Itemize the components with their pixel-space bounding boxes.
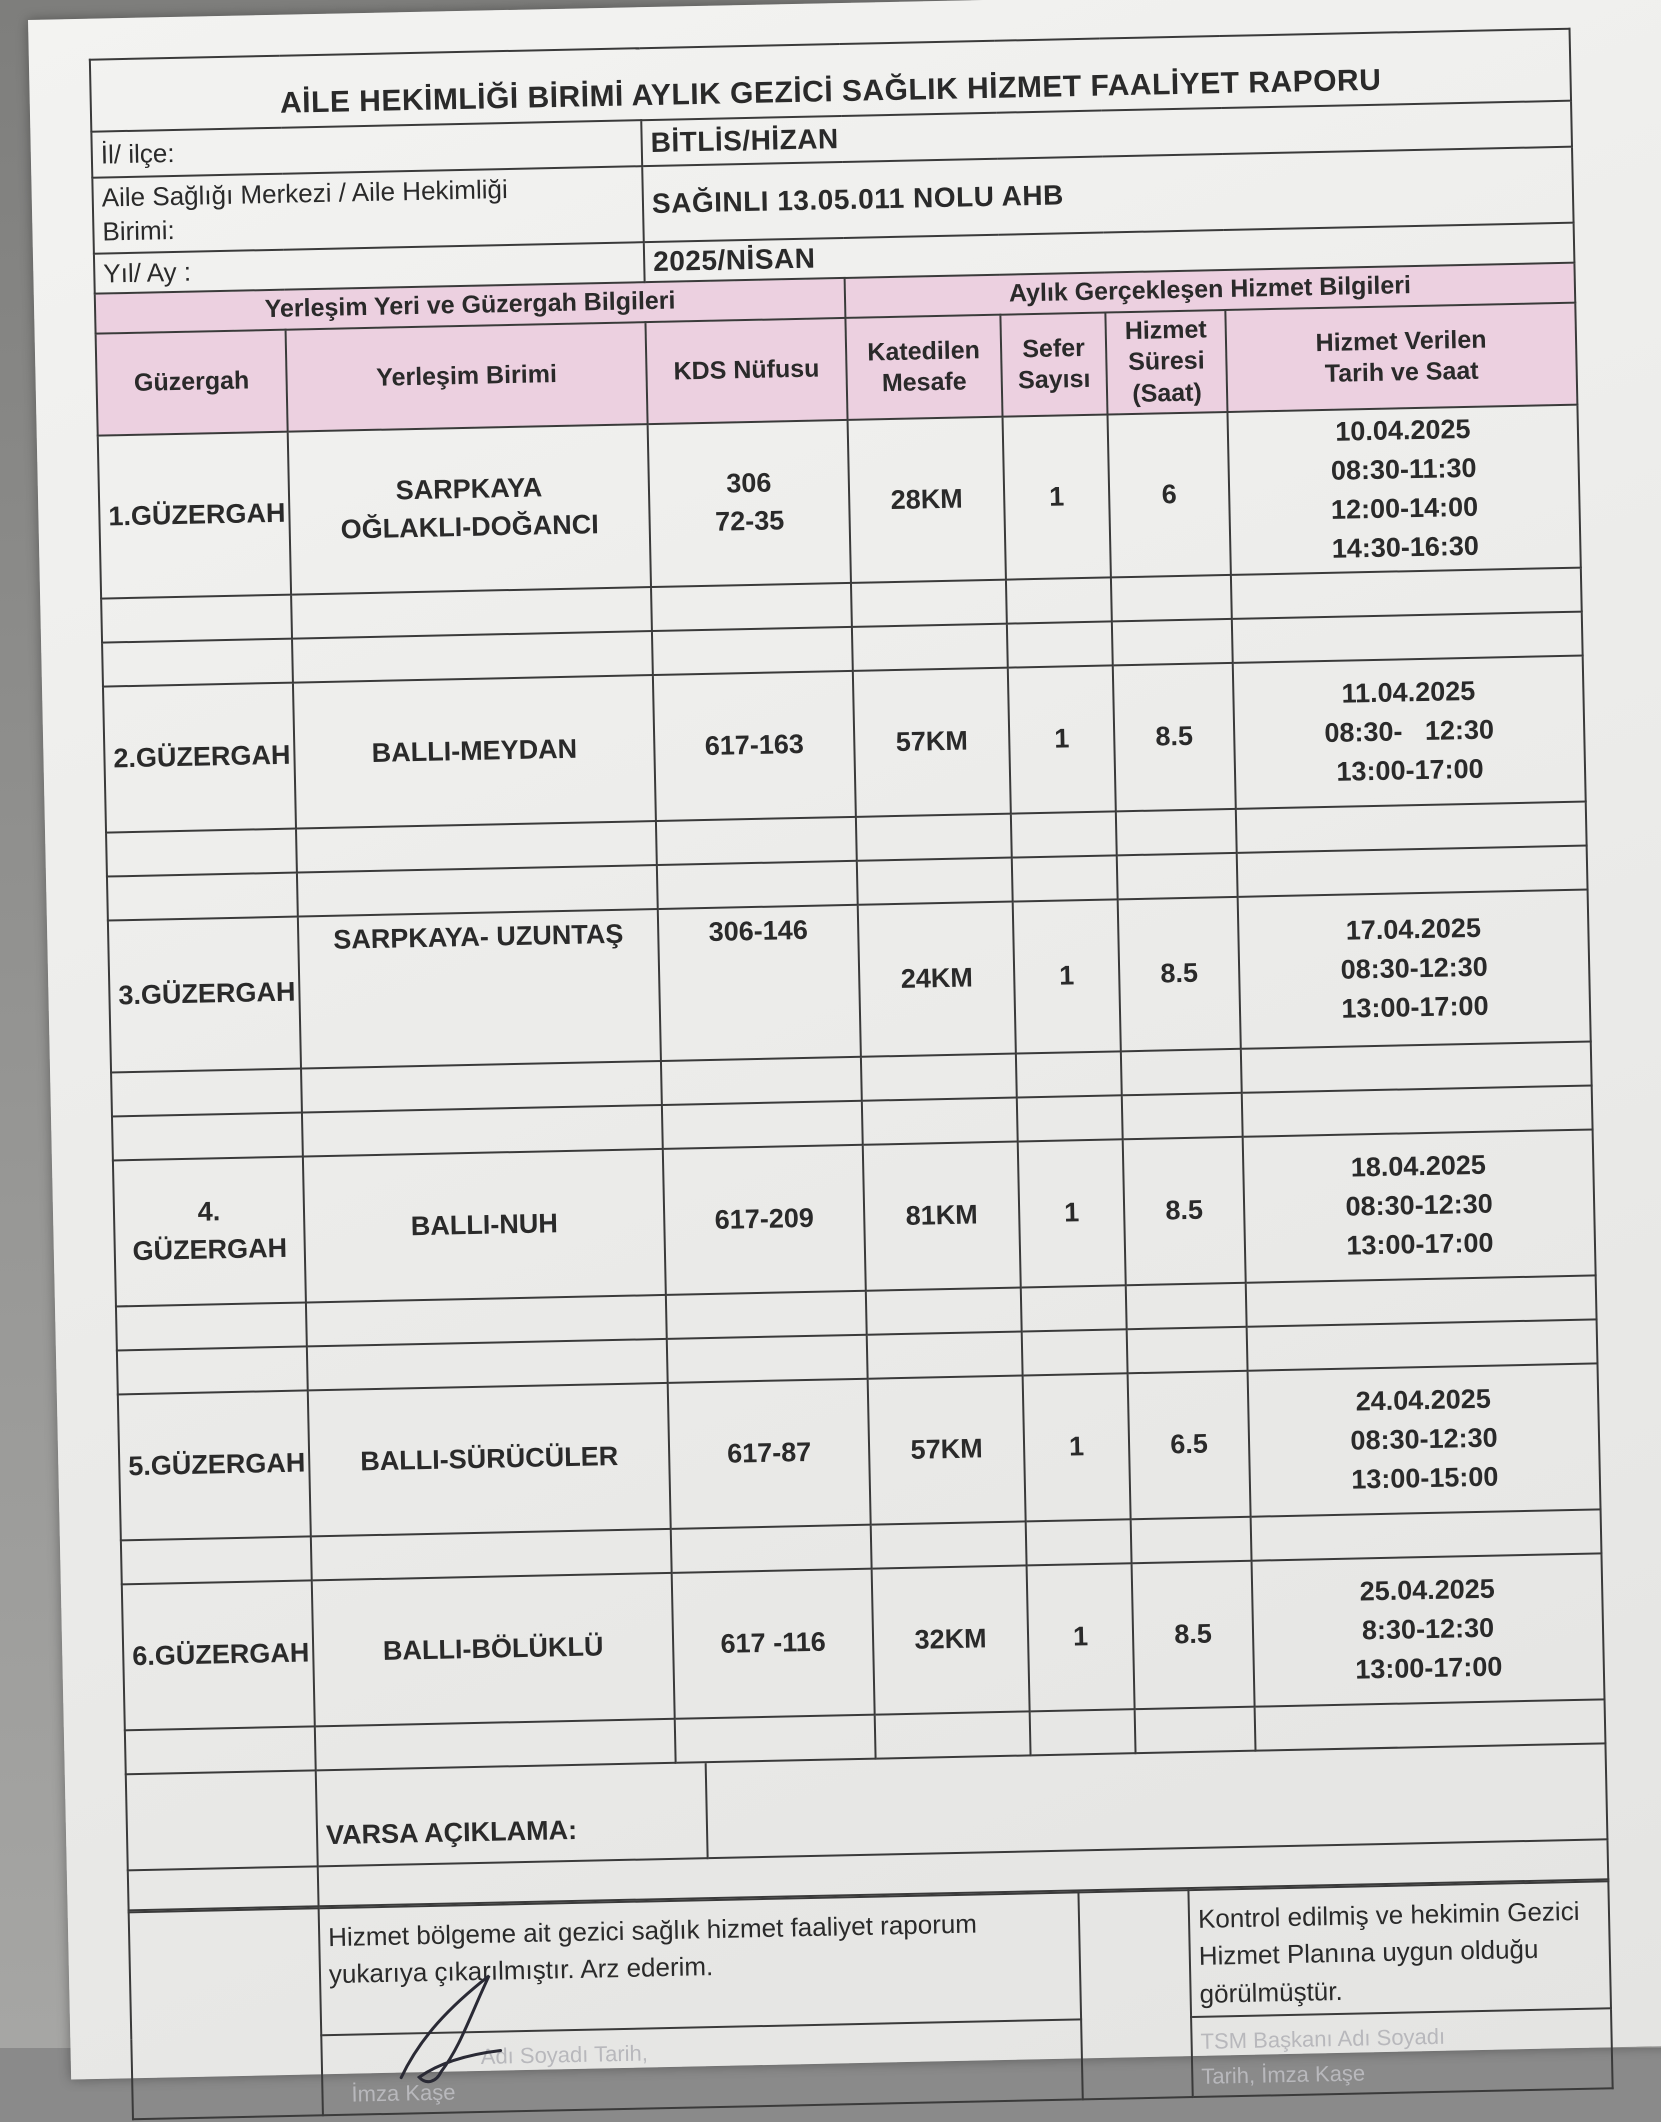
col-yerlesim: Yerleşim Birimi xyxy=(286,322,648,432)
route-time-1: 8:30-12:30 xyxy=(1361,1612,1495,1646)
route-time-1: 08:30- 12:30 xyxy=(1324,714,1495,748)
route-tarih xyxy=(1238,889,1591,1048)
route-time-2: 13:00-17:00 xyxy=(1336,753,1484,787)
route-guzergah: 6.GÜZERGAH xyxy=(122,1580,315,1730)
route-time-1: 08:30-12:30 xyxy=(1340,951,1489,985)
report-title: AİLE HEKİMLİĞİ BİRİMİ AYLIK GEZİCİ SAĞLIK HİZMET FAALİYET RAPORU xyxy=(90,29,1571,132)
col-sefer-l2: Sayısı xyxy=(1017,364,1091,395)
route-guzergah: 1.GÜZERGAH xyxy=(98,432,291,599)
route-yerlesim: BALLI-BÖLÜKLÜ xyxy=(312,1572,675,1726)
col-kds: KDS Nüfusu xyxy=(645,318,847,424)
route-mesafe: 24KM xyxy=(858,901,1016,1056)
handwritten-signature xyxy=(379,1954,582,2088)
route-time-1: 08:30-12:30 xyxy=(1350,1422,1498,1456)
route-time-3: 14:30-16:30 xyxy=(1331,531,1480,565)
route-guzergah: 5.GÜZERGAH xyxy=(118,1390,311,1540)
route-sefer: 1 xyxy=(1003,414,1111,579)
route-date: 17.04.2025 xyxy=(1345,912,1482,946)
footer-right-line1: Kontrol edilmiş ve hekimin Gezici xyxy=(1197,1895,1580,1934)
route-kds: 617-87 xyxy=(668,1378,871,1528)
route-date: 25.04.2025 xyxy=(1359,1573,1496,1607)
route-mesafe: 28KM xyxy=(848,417,1006,583)
footer-approval-text xyxy=(1188,1881,1611,2017)
route-sefer: 1 xyxy=(1008,665,1116,813)
birim-label xyxy=(92,166,643,254)
route-yerlesim: BALLI-MEYDAN xyxy=(293,675,656,829)
report-table xyxy=(89,28,1607,1775)
route-sefer: 1 xyxy=(1023,1373,1131,1521)
col-sefer-l1: Sefer xyxy=(1022,333,1086,363)
col-sure-l1: Hizmet xyxy=(1124,315,1208,346)
footer-table xyxy=(128,1880,1614,2120)
route-date: 10.04.2025 xyxy=(1335,413,1471,447)
report-sheet xyxy=(28,0,1661,2107)
birim-value: SAĞINLI 13.05.011 NOLU AHB xyxy=(642,147,1573,242)
route-sure: 8.5 xyxy=(1132,1560,1255,1708)
footer-left-faint-2: İmza Kaşe xyxy=(351,2079,456,2107)
route-guzergah: 3.GÜZERGAH xyxy=(108,916,301,1072)
col-tarih-l1: Hizmet Verilen xyxy=(1315,325,1487,357)
route-time-2: 13:00-15:00 xyxy=(1350,1461,1499,1495)
route-time-2: 12:00-14:00 xyxy=(1330,492,1479,526)
route-time-2: 13:00-17:00 xyxy=(1341,990,1489,1024)
il-ilce-label: İl/ ilçe: xyxy=(91,120,642,178)
route-sefer: 1 xyxy=(1027,1563,1135,1711)
route-sure: 8.5 xyxy=(1113,662,1236,810)
col-tarih xyxy=(1225,303,1577,412)
route-sure: 8.5 xyxy=(1118,896,1241,1050)
col-sure-l2: Süresi xyxy=(1127,346,1205,377)
col-sefer xyxy=(1000,313,1107,417)
footer-left-line1: Hizmet bölgeme ait gezici sağlık hizmet faaliyet raporum xyxy=(327,1908,978,1952)
col-tarih-l2: Tarih ve Saat xyxy=(1324,356,1479,388)
table-row xyxy=(98,405,1581,599)
il-ilce-value: BİTLİS/HİZAN xyxy=(641,101,1572,166)
table-row xyxy=(108,889,1591,1072)
route-tarih xyxy=(1233,655,1586,808)
route-tarih xyxy=(1227,405,1580,575)
route-yerlesim xyxy=(288,424,651,594)
route-date: 18.04.2025 xyxy=(1350,1149,1487,1183)
route-date: 24.04.2025 xyxy=(1355,1383,1492,1417)
route-kds: 306-146 xyxy=(658,904,861,1060)
route-tarih xyxy=(1248,1363,1601,1516)
route-yerlesim: SARPKAYA- UZUNTAŞ xyxy=(298,909,661,1069)
footer-right-faint-1: TSM Başkanı Adı Soyadı xyxy=(1200,2023,1446,2054)
route-time-2: 13:00-17:00 xyxy=(1354,1651,1503,1685)
route-kds: 617-163 xyxy=(653,670,856,820)
route-kds xyxy=(648,420,851,587)
col-sure xyxy=(1105,310,1227,414)
route-kds: 617 -116 xyxy=(672,1568,875,1718)
section-service-header: Aylık Gerçekleşen Hizmet Bilgileri xyxy=(845,263,1576,318)
footer-left-line2: yukarıya çıkarılmıştır. Arz ederim. xyxy=(328,1951,714,1990)
route-mesafe: 57KM xyxy=(868,1375,1026,1524)
route-kds-l2: 72-35 xyxy=(714,505,785,537)
yil-ay-label: Yıl/ Ay : xyxy=(94,242,645,294)
birim-label-line2: Birimi: xyxy=(102,214,175,247)
route-sure: 8.5 xyxy=(1123,1136,1246,1284)
route-time-2: 13:00-17:00 xyxy=(1346,1227,1494,1261)
route-time-1: 08:30-11:30 xyxy=(1330,452,1477,486)
route-guzergah-l2: GÜZERGAH xyxy=(132,1232,288,1266)
section-settlement-header: Yerleşim Yeri ve Güzergah Bilgileri xyxy=(95,278,846,334)
route-guzergah-l1: 4. xyxy=(197,1196,221,1227)
note-field xyxy=(706,1744,1608,1858)
route-date: 11.04.2025 xyxy=(1341,675,1476,709)
col-sure-l3: (Saat) xyxy=(1132,378,1203,408)
footer-right-line3: görülmüştür. xyxy=(1199,1975,1343,2009)
route-tarih xyxy=(1243,1129,1596,1282)
col-mesafe xyxy=(845,315,1002,420)
footer-right-line2: Hizmet Planına uygun olduğu xyxy=(1198,1934,1539,1972)
col-mesafe-l2: Mesafe xyxy=(881,367,967,398)
route-mesafe: 81KM xyxy=(863,1141,1021,1290)
yil-ay-value: 2025/NİSAN xyxy=(644,223,1575,282)
route-time-1: 08:30-12:30 xyxy=(1345,1188,1493,1222)
route-yerlesim-l1: SARPKAYA xyxy=(395,472,543,506)
route-guzergah xyxy=(113,1156,306,1306)
route-guzergah: 2.GÜZERGAH xyxy=(103,682,296,832)
col-mesafe-l1: Katedilen xyxy=(867,335,981,367)
route-yerlesim-l2: OĞLAKLI-DOĞANCI xyxy=(340,509,599,545)
route-tarih xyxy=(1252,1553,1605,1706)
route-sefer: 1 xyxy=(1013,899,1121,1053)
report-document xyxy=(89,28,1612,2121)
footer-right-faint-2: Tarih, İmza Kaşe xyxy=(1201,2060,1366,2089)
route-yerlesim: BALLI-NUH xyxy=(303,1149,666,1303)
note-label: VARSA AÇIKLAMA: xyxy=(316,1763,708,1866)
route-kds-l1: 306 xyxy=(726,468,772,499)
route-yerlesim: BALLI-SÜRÜCÜLER xyxy=(308,1382,671,1536)
route-sefer: 1 xyxy=(1018,1139,1126,1287)
col-guzergah: Güzergah xyxy=(96,330,288,436)
route-mesafe: 57KM xyxy=(853,667,1011,816)
route-mesafe: 32KM xyxy=(872,1565,1030,1714)
footer-left-faint-1: Adı Soyadı Tarih, xyxy=(480,2040,649,2069)
birim-label-line1: Aile Sağlığı Merkezi / Aile Hekimliği xyxy=(101,174,509,213)
route-sure: 6.5 xyxy=(1128,1370,1251,1518)
route-kds: 617-209 xyxy=(663,1144,866,1294)
footer-right-signature-area xyxy=(1191,2008,1613,2097)
route-sure: 6 xyxy=(1107,412,1230,577)
